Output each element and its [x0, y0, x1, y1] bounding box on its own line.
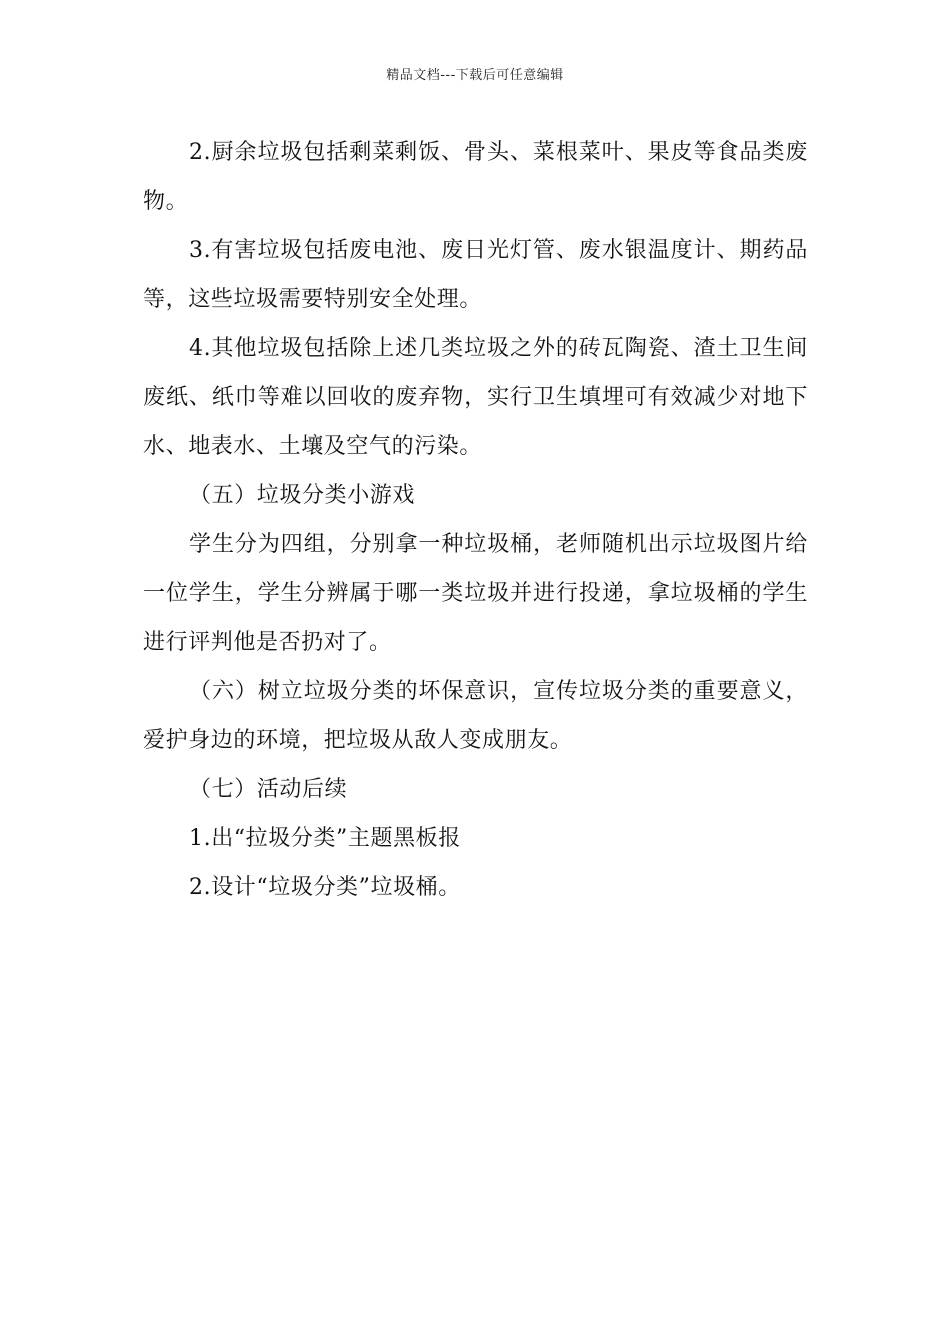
list-item-blackboard: 1.出“拉圾分类”主题黑板报 — [189, 826, 461, 851]
paragraph-kitchen-waste: 2.厨余垃圾包括剩菜剩饭、骨头、菜根菜叶、果皮等食品类废物。 — [143, 140, 808, 214]
document-body — [143, 128, 808, 912]
paragraph-game-description: 学生分为四组，分别拿一种垃圾桶，老师随机出示垃圾图片给一位学生，学生分辨属于哪一类垃圾并进行投递，拿垃圾桶的学生进行评判他是否扔对了。 — [143, 532, 808, 655]
paragraph-hazardous-waste: 3.有害垃圾包括废电池、废日光灯管、废水银温度计、期药品等，这些垃圾需要特别安全处理。 — [143, 238, 808, 312]
paragraph-other-waste: 4.其他垃圾包括除上述几类垃圾之外的砖瓦陶瓷、渣土卫生间废纸、纸巾等难以回收的废弃物，实行卫生填埋可有效减少对地下水、地表水、土壤及空气的污染。 — [143, 336, 808, 459]
list-item-bin-design: 2.设计“垃圾分类”垃圾桶。 — [189, 875, 461, 900]
section-heading-followup: （七）活动后续 — [189, 777, 348, 802]
paragraph-awareness: （六）树立垃圾分类的坏保意识，宣传垃圾分类的重要意义，爱护身边的环境，把垃圾从敌人变成朋友。 — [143, 679, 808, 753]
page-header: 精品文档---下载后可任意编辑 — [386, 68, 564, 83]
section-heading-game: （五）垃圾分类小游戏 — [189, 483, 416, 508]
